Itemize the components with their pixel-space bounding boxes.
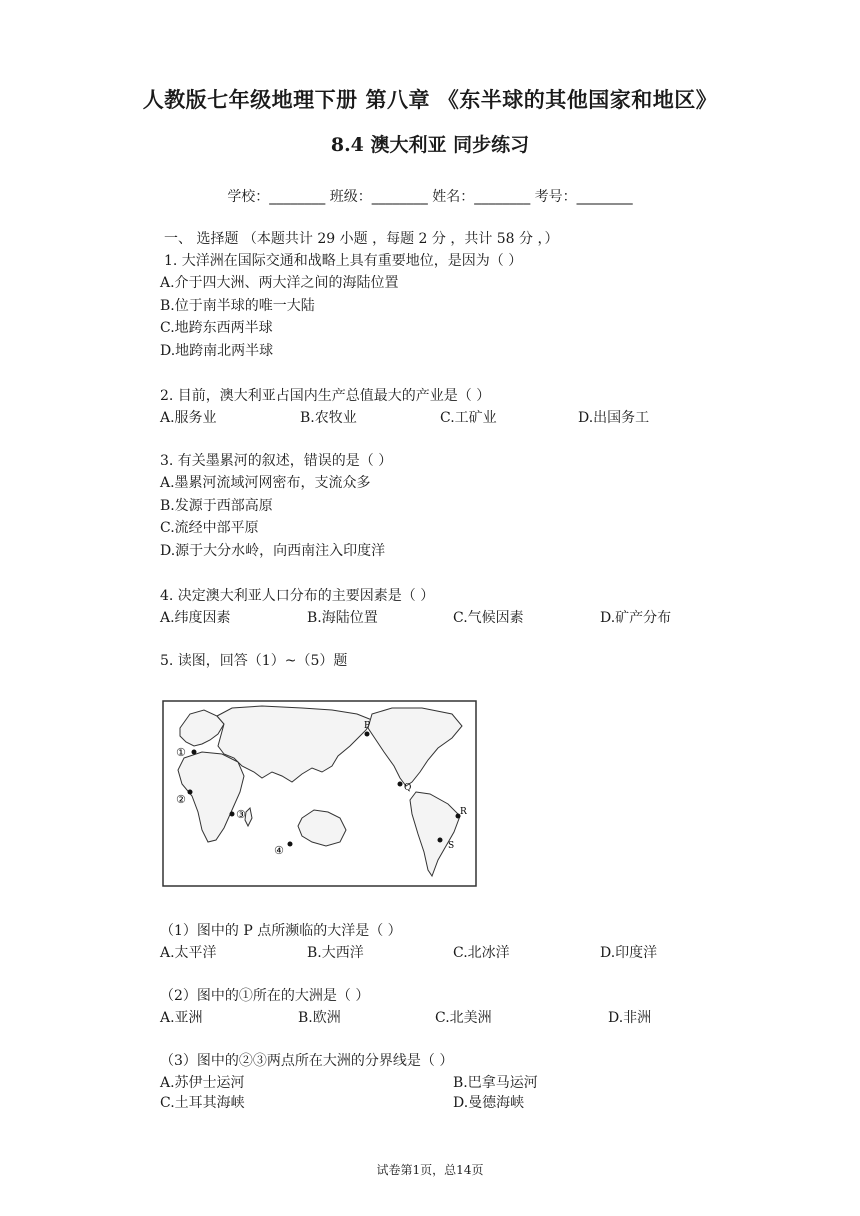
document-title: 人教版七年级地理下册 第八章 《东半球的其他国家和地区》 [142,87,718,112]
question-1-stem: 1. 大洋洲在国际交通和战略上具有重要地位，是因为（ ） [164,253,523,269]
map-point-4 [288,842,293,847]
map-label-4: ④ [274,844,284,857]
subquestion-3-option-b: B.巴拿马运河 [453,1075,538,1091]
subquestion-2-option-b: B.欧洲 [298,1010,341,1026]
map-point-p [365,732,370,737]
page-footer: 试卷第1页，总14页 [376,1163,484,1177]
map-label-2: ② [176,793,186,806]
question-2-option-a: A.服务业 [160,410,217,426]
question-4-option-d: D.矿产分布 [600,610,672,626]
subquestion-3-option-a: A.苏伊士运河 [160,1075,245,1091]
subquestion-3-option-d: D.曼德海峡 [453,1095,525,1111]
student-info-line: 学校：________ 班级：________ 姓名：________ 考号：________ [227,189,633,205]
map-label-3: ③ [236,808,246,821]
subquestion-2-stem: （2）图中的①所在的大洲是（ ） [160,988,370,1004]
subquestion-1-stem: （1）图中的 P 点所濒临的大洋是（ ） [160,923,402,939]
document-subtitle: 8.4 澳大利亚 同步练习 [330,134,530,156]
world-map-figure [162,700,477,887]
question-5-stem: 5. 读图，回答（1）~（5）题 [160,653,348,669]
subquestion-3-option-c: C.土耳其海峡 [160,1095,245,1111]
map-point-s [438,838,443,843]
subquestion-3-stem: （3）图中的②③两点所在大洲的分界线是（ ） [160,1053,454,1069]
map-label-r: R [460,807,467,817]
question-3-option-d: D.源于大分水岭，向西南注入印度洋 [160,543,386,559]
question-3-stem: 3. 有关墨累河的叙述，错误的是（ ） [160,453,393,469]
question-3-option-b: B.发源于西部高原 [160,498,273,514]
subquestion-1-option-a: A.太平洋 [160,945,217,961]
map-point-3 [230,812,235,817]
question-3-option-a: A.墨累河流域河网密布，支流众多 [160,475,371,491]
subquestion-1-option-d: D.印度洋 [600,945,658,961]
section-heading: 一、 选择题 （本题共计 29 小题 ，每题 2 分 ，共计 58 分 ，） [164,231,559,247]
question-2-stem: 2. 目前，澳大利亚占国内生产总值最大的产业是（ ） [160,388,491,404]
subquestion-2-option-d: D.非洲 [608,1010,652,1026]
map-label-q: Q [404,783,412,793]
question-4-option-b: B.海陆位置 [307,610,378,626]
question-3-option-c: C.流经中部平原 [160,520,259,536]
question-1-option-c: C.地跨东西两半球 [160,320,273,336]
question-1-option-b: B.位于南半球的唯一大陆 [160,298,315,314]
question-2-option-c: C.工矿业 [440,410,497,426]
map-label-s: S [448,841,455,851]
question-4-stem: 4. 决定澳大利亚人口分布的主要因素是（ ） [160,588,435,604]
question-4-option-a: A.纬度因素 [160,610,231,626]
map-label-1: ① [176,746,186,759]
question-2-option-d: D.出国务工 [578,410,650,426]
map-point-q [398,782,403,787]
question-1-option-d: D.地跨南北两半球 [160,343,274,359]
map-point-2 [188,790,193,795]
subquestion-2-option-a: A.亚洲 [160,1010,203,1026]
subquestion-2-option-c: C.北美洲 [435,1010,492,1026]
question-4-option-c: C.气候因素 [453,610,524,626]
question-1-option-a: A.介于四大洲、两大洋之间的海陆位置 [160,275,399,291]
subquestion-1-option-b: B.大西洋 [307,945,364,961]
question-2-option-b: B.农牧业 [300,410,357,426]
subquestion-1-option-c: C.北冰洋 [453,945,510,961]
map-point-1 [192,750,197,755]
map-label-p: P [364,721,371,731]
